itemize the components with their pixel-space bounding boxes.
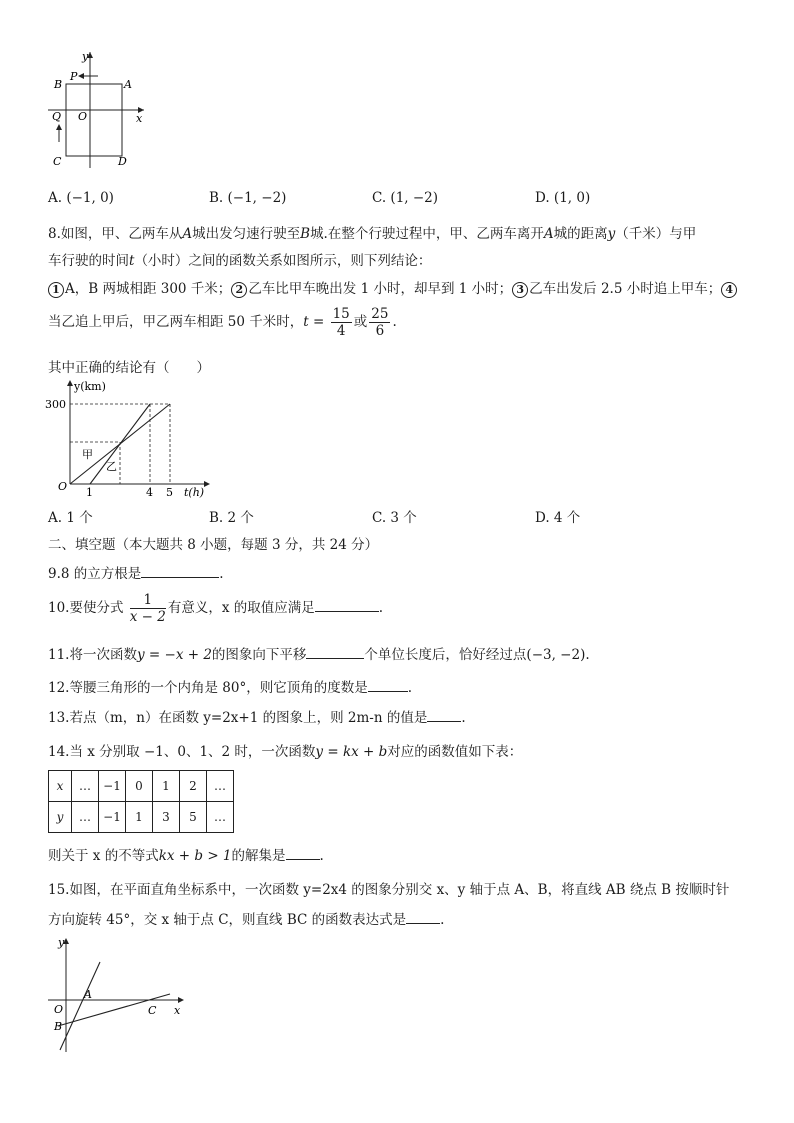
statement-2-marker: 2 bbox=[231, 282, 247, 298]
q15-label-B: B bbox=[54, 1020, 63, 1033]
q8-option-d[interactable]: D. 4 个 bbox=[535, 510, 581, 526]
q8-x-tick-1: 1 bbox=[86, 486, 93, 498]
q8-option-a[interactable]: A. 1 个 bbox=[48, 510, 93, 526]
q7-label-y: y bbox=[82, 50, 89, 63]
q8-t-label: t(h) bbox=[184, 486, 205, 498]
q7-label-P: P bbox=[70, 70, 78, 83]
q15-figure bbox=[44, 934, 190, 1056]
q9: 9.8 的立方根是 . bbox=[48, 566, 224, 582]
q8-series-jia: 甲 bbox=[82, 448, 93, 461]
q7-label-D: D bbox=[118, 155, 127, 168]
section-2-heading: 二、填空题（本大题共 8 小题，每题 3 分，共 24 分） bbox=[48, 537, 379, 553]
q14-value-table bbox=[48, 770, 234, 833]
q15-label-O: O bbox=[54, 1003, 64, 1016]
q8-y-label: y(km) bbox=[74, 380, 106, 393]
q7-label-O: O bbox=[78, 110, 88, 123]
q14-answer-blank[interactable] bbox=[286, 847, 320, 860]
statement-4-marker: 4 bbox=[721, 282, 737, 298]
q7-option-d[interactable]: D. (1, 0) bbox=[535, 190, 591, 206]
q7-label-A: A bbox=[124, 78, 132, 91]
q15-answer-blank[interactable] bbox=[406, 911, 440, 924]
q10: 10.要使分式 $\frac{1}{x - 2}$ 有意义，x 的取值应满足 . bbox=[48, 592, 384, 625]
q10-answer-blank[interactable] bbox=[315, 599, 379, 612]
q7-label-Q: Q bbox=[52, 110, 62, 123]
q15-label-C: C bbox=[148, 1004, 157, 1017]
q7-label-C: C bbox=[53, 155, 62, 168]
q15-label-y: y bbox=[58, 936, 65, 949]
q11-answer-blank[interactable] bbox=[306, 646, 364, 659]
q15-label-A: A bbox=[84, 988, 92, 1001]
q12: 12.等腰三角形的一个内角是 80°，则它顶角的度数是 . bbox=[48, 680, 412, 696]
q12-answer-blank[interactable] bbox=[368, 679, 408, 692]
q8-y-tick-300: 300 bbox=[45, 398, 66, 411]
table-row: y … −1 1 3 5 … bbox=[49, 802, 234, 833]
q7-option-a[interactable]: A. (−1, 0) bbox=[48, 190, 114, 206]
q7-option-b[interactable]: B. (−1, −2) bbox=[209, 190, 287, 206]
q13: 13.若点（m，n）在函数 y=2x+1 的图象上，则 2m-n 的值是 . bbox=[48, 710, 466, 726]
q9-answer-blank[interactable] bbox=[141, 565, 219, 578]
q8-option-b[interactable]: B. 2 个 bbox=[209, 510, 254, 526]
q15-line-2: 方向旋转 45°，交 x 轴于点 C，则直线 BC 的函数表达式是 . bbox=[48, 912, 445, 928]
q7-option-c[interactable]: C. (1, −2) bbox=[372, 190, 439, 206]
statement-1-marker: 1 bbox=[48, 282, 64, 298]
q13-answer-blank[interactable] bbox=[427, 709, 461, 722]
q7-label-x: x bbox=[136, 112, 143, 125]
q8-line-3: 1 A，B 两城相距 300 千米； 2 乙车比甲车晚出发 1 小时，却早到 1 小时； 3 乙车出发后 2.5 小时追上甲车； 4 bbox=[48, 277, 738, 298]
q8-x-tick-4: 4 bbox=[146, 486, 153, 498]
q8-x-tick-5: 5 bbox=[166, 486, 173, 498]
q10-fraction: $\frac{1}{x - 2}$ bbox=[129, 592, 166, 625]
q8-series-yi: 乙 bbox=[106, 460, 117, 473]
table-row: x … −1 0 1 2 … bbox=[49, 771, 234, 802]
q8-question: 其中正确的结论有（ ） bbox=[48, 360, 210, 376]
q7-label-B: B bbox=[54, 78, 63, 91]
q15-line-1: 15.如图，在平面直角坐标系中，一次函数 y=2x4 的图象分别交 x、y 轴于点 A、B，将直线 AB 绕点 B 按顺时针 bbox=[48, 882, 730, 898]
fraction-15-4: $\frac{15}{4}$ bbox=[332, 306, 350, 339]
q8-origin: O bbox=[58, 480, 68, 493]
q8-line-1: 8.如图，甲、乙两车从A城出发匀速行驶至B城.在整个行驶过程中，甲、乙两车离开A城的距离y（千米）与甲 bbox=[48, 226, 697, 242]
q8-line-2: 车行驶的时间t（小时）之间的函数关系如图所示，则下列结论： bbox=[48, 253, 432, 269]
q8-graph bbox=[44, 378, 214, 498]
q11: 11.将一次函数y = −x + 2的图象向下平移 个单位长度后，恰好经过点(−3, −2). bbox=[48, 647, 590, 663]
q14-after: 则关于 x 的不等式kx + b > 1的解集是 . bbox=[48, 848, 324, 864]
q7-figure bbox=[44, 46, 154, 171]
q15-label-x: x bbox=[174, 1004, 181, 1017]
q8-line-4: 当乙追上甲后，甲乙两车相距 50 千米时，t = $\frac{15}{4}$ 或 $\frac{25}{6}$ . bbox=[48, 306, 397, 339]
q8-option-c[interactable]: C. 3 个 bbox=[372, 510, 417, 526]
fraction-25-6: $\frac{25}{6}$ bbox=[371, 306, 389, 339]
statement-3-marker: 3 bbox=[512, 282, 528, 298]
q14: 14.当 x 分别取 −1、0、1、2 时，一次函数y = kx + b对应的函数值如下表： bbox=[48, 744, 523, 760]
